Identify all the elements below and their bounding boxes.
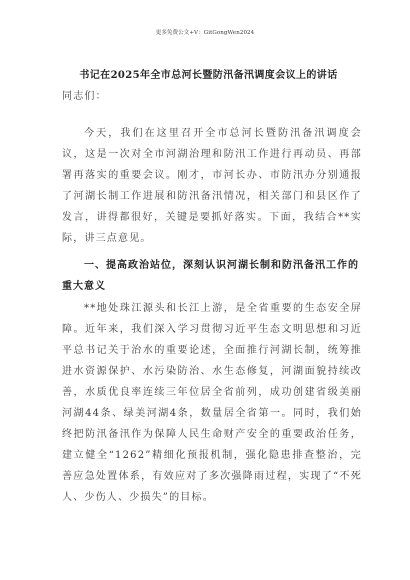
salutation: 同志们： — [62, 91, 107, 102]
paragraph-intro: 今天，我们在这里召开全市总河长暨防汛备汛调度会议，这是一次对全市河湖治理和防汛工作进行再动员、再部署再落实的重要会议。刚才，市河长办、市防汛办分别通报了河湖长制工作进展和防汛备汛情况，相关部门和县区作了发言，讲得都很好，关键是要抓好落实。下面，我结合**实际，讲三点意见。 — [62, 128, 362, 244]
section-heading-1: 一、提高政治站位，深刻认识河湖长制和防汛备汛工作的重大意义 — [62, 260, 359, 292]
header-note: 更多免费公文+V：GitGongWen2024 — [155, 30, 255, 36]
document-title: 书记在2025年全市总河长暨防汛备汛调度会议上的讲话 — [79, 70, 338, 81]
paragraph-section-1: **地处珠江源头和长江上游，是全省重要的生态安全屏障。近年来，我们深入学习贯彻习近平生态文明思想和习近平总书记关于治水的重要论述，全面推行河湖长制，统筹推进水资源保护、水污染防治、水生态修复，河湖面貌持续改善，水质优良率连续三年位居全省前列，成功创建省级美丽河湖44条、绿美河湖4条，数量居全省第一。同时，我们始终把防汛备汛作为保障人民生命财产安全的重要政治任务，建立健全“1262”精细化预报机制，强化隐患排查整治，完善应急处置体系，有效应对了多次强降雨过程，实现了“不死人、少伤人、少损失”的目标。 — [62, 303, 362, 503]
